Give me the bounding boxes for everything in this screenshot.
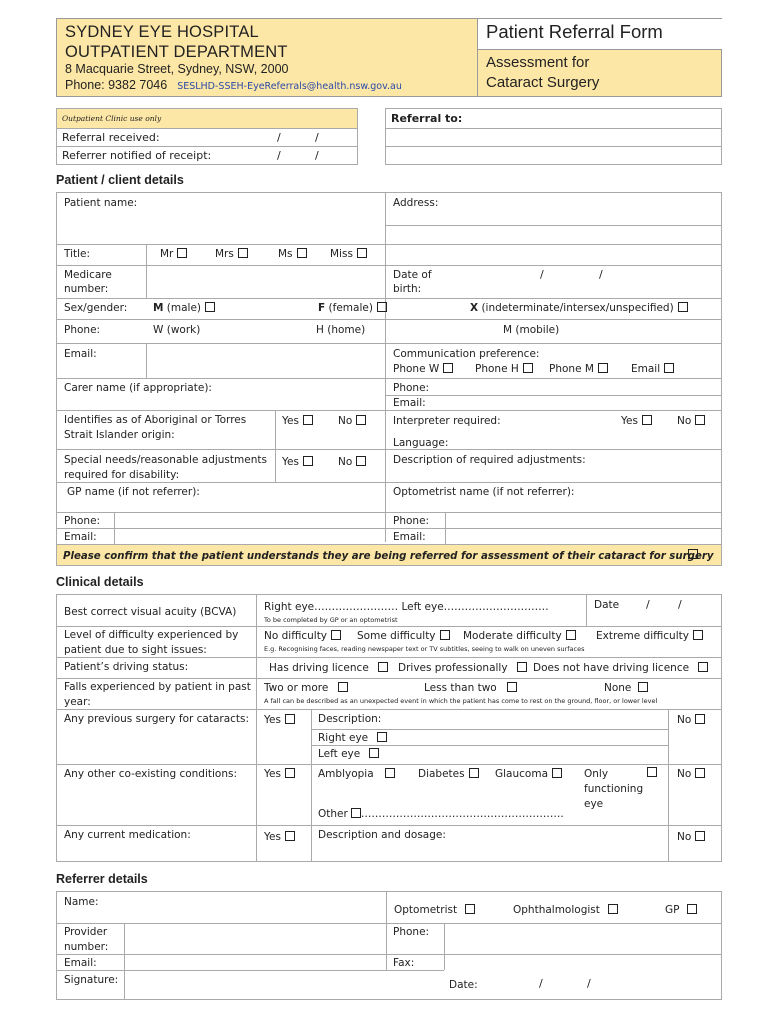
amblyopia-checkbox[interactable] <box>385 768 395 778</box>
sex-gender-label: Sex/gender: <box>64 302 128 314</box>
difficulty-note: E.g. Recognising faces, reading newspaper text or TV subtitles, seeing to walk on uneven surfaces <box>264 645 585 653</box>
comm-phone-w-checkbox[interactable] <box>443 363 453 373</box>
referrer-optometrist-checkbox[interactable] <box>465 904 475 914</box>
comm-pref-label: Communication preference: <box>393 348 540 360</box>
phone-work-label: W (work) <box>153 324 201 336</box>
other-condition-field[interactable]: …………………………………………………. <box>360 808 564 820</box>
sex-male-checkbox[interactable] <box>205 302 215 312</box>
language-label: Language: <box>393 437 449 449</box>
patient-name-label: Patient name: <box>64 197 138 209</box>
only-functioning-eye-label: Only <box>584 768 609 780</box>
some-difficulty-checkbox[interactable] <box>440 630 450 640</box>
title-miss-checkbox[interactable] <box>357 248 367 258</box>
address-label: Address: <box>393 197 439 209</box>
clinical-section-title: Clinical details <box>56 575 144 589</box>
falls-none-checkbox[interactable] <box>638 682 648 692</box>
referrer-name-label: Name: <box>64 896 99 908</box>
extreme-difficulty-checkbox[interactable] <box>693 630 703 640</box>
patient-section-title: Patient / client details <box>56 173 184 187</box>
gp-name-label: GP name (if not referrer): <box>67 486 200 498</box>
form-title: Patient Referral Form <box>478 19 722 50</box>
medication-no-checkbox[interactable] <box>695 831 705 841</box>
adjustments-label: Description of required adjustments: <box>393 454 586 466</box>
signature-label: Signature: <box>64 974 119 986</box>
previous-surgery-label: Any previous surgery for cataracts: <box>64 713 250 725</box>
dob-label: Date of <box>393 269 432 281</box>
interpreter-no-checkbox[interactable] <box>695 415 705 425</box>
hospital-info <box>57 19 477 96</box>
diabetes-checkbox[interactable] <box>469 768 479 778</box>
hospital-name: SYDNEY EYE HOSPITAL <box>65 23 259 41</box>
bcva-label: Best correct visual acuity (BCVA) <box>64 606 237 618</box>
bcva-note: To be completed by GP or an optometrist <box>264 616 398 624</box>
only-functioning-eye-checkbox[interactable] <box>647 767 657 777</box>
sex-x-checkbox[interactable] <box>678 302 688 312</box>
title-ms-checkbox[interactable] <box>297 248 307 258</box>
difficulty-label: Level of difficulty experienced by <box>64 629 239 641</box>
previous-surgery-yes-checkbox[interactable] <box>285 714 295 724</box>
form-subtitle: Cataract Surgery <box>486 74 600 91</box>
referrer-section-title: Referrer details <box>56 872 148 886</box>
phone-home-label: H (home) <box>316 324 366 336</box>
email-label: Email: <box>64 348 97 360</box>
no-difficulty-checkbox[interactable] <box>331 630 341 640</box>
coexisting-label: Any other co-existing conditions: <box>64 768 238 780</box>
coexisting-no-checkbox[interactable] <box>695 768 705 778</box>
title-mrs-checkbox[interactable] <box>238 248 248 258</box>
comm-phone-h-checkbox[interactable] <box>523 363 533 373</box>
department-name: OUTPATIENT DEPARTMENT <box>65 43 288 61</box>
confirmation-statement: Please confirm that the patient understands they are being referred for assessment of their cataract for surgery <box>63 551 714 562</box>
medication-description-label: Description and dosage: <box>318 829 446 841</box>
surgery-left-eye-checkbox[interactable] <box>369 748 379 758</box>
referrer-phone-label: Phone: <box>393 926 430 938</box>
falls-note: A fall can be described as an unexpected event in which the patient has come to rest on the ground, floor, or lower level <box>264 697 658 705</box>
referrer-gp-checkbox[interactable] <box>687 904 697 914</box>
referrer-email-label: Email: <box>64 957 97 969</box>
driving-status-label: Patient’s driving status: <box>64 661 189 673</box>
bcva-eyes-field[interactable]: Right eye…………………… Left eye………………………… <box>264 601 549 613</box>
drives-professionally-checkbox[interactable] <box>517 662 527 672</box>
aboriginal-label: Identifies as of Aboriginal or Torres <box>64 414 247 426</box>
surgery-right-eye-checkbox[interactable] <box>377 732 387 742</box>
previous-surgery-no-checkbox[interactable] <box>695 714 705 724</box>
falls-less-than-two-checkbox[interactable] <box>507 682 517 692</box>
title-label: Title: <box>64 248 91 260</box>
special-needs-label: Special needs/reasonable adjustments <box>64 454 267 466</box>
medication-label: Any current medication: <box>64 829 191 841</box>
referrer-date-label: Date: <box>449 979 478 991</box>
form-subtitle: Assessment for <box>486 54 590 71</box>
coexisting-yes-checkbox[interactable] <box>285 768 295 778</box>
provider-number-label: Provider <box>64 926 108 938</box>
medicare-label: Medicare <box>64 269 112 281</box>
carer-name-label: Carer name (if appropriate): <box>64 382 212 394</box>
phone-mobile-label: M (mobile) <box>503 324 560 336</box>
glaucoma-checkbox[interactable] <box>552 768 562 778</box>
clinic-use-label: Outpatient Clinic use only <box>62 114 162 123</box>
other-condition-checkbox[interactable] <box>351 808 361 818</box>
optometrist-name-label: Optometrist name (if not referrer): <box>393 486 575 498</box>
patient-details-table <box>56 192 722 566</box>
hospital-phone: Phone: 9382 7046 <box>65 78 168 92</box>
referrer-ophthalmologist-checkbox[interactable] <box>608 904 618 914</box>
interpreter-label: Interpreter required: <box>393 415 501 427</box>
surgery-description-label: Description: <box>318 713 382 725</box>
phone-label: Phone: <box>64 324 101 336</box>
moderate-difficulty-checkbox[interactable] <box>566 630 576 640</box>
referral-received-label: Referral received: <box>62 131 160 144</box>
confirmation-checkbox[interactable] <box>688 549 698 559</box>
no-licence-checkbox[interactable] <box>698 662 708 672</box>
aboriginal-yes-checkbox[interactable] <box>303 415 313 425</box>
comm-phone-m-checkbox[interactable] <box>598 363 608 373</box>
falls-label: Falls experienced by patient in past <box>64 681 251 693</box>
special-needs-no-checkbox[interactable] <box>356 456 366 466</box>
aboriginal-no-checkbox[interactable] <box>356 415 366 425</box>
bcva-date-label: Date <box>594 599 620 611</box>
sex-female-checkbox[interactable] <box>377 302 387 312</box>
form-header <box>56 18 722 97</box>
comm-email-checkbox[interactable] <box>664 363 674 373</box>
referral-email[interactable]: SESLHD-SSEH-EyeReferrals@health.nsw.gov.au <box>177 81 402 92</box>
falls-two-or-more-checkbox[interactable] <box>338 682 348 692</box>
referral-to-label: Referral to: <box>391 112 463 125</box>
title-mr-checkbox[interactable] <box>177 248 187 258</box>
driving-licence-checkbox[interactable] <box>378 662 388 672</box>
medication-yes-checkbox[interactable] <box>285 831 295 841</box>
referrer-notified-label: Referrer notified of receipt: <box>62 149 212 162</box>
referrer-fax-label: Fax: <box>393 957 415 969</box>
referrer-details-table <box>56 891 722 1000</box>
hospital-address: 8 Macquarie Street, Sydney, NSW, 2000 <box>65 62 289 76</box>
interpreter-yes-checkbox[interactable] <box>642 415 652 425</box>
special-needs-yes-checkbox[interactable] <box>303 456 313 466</box>
